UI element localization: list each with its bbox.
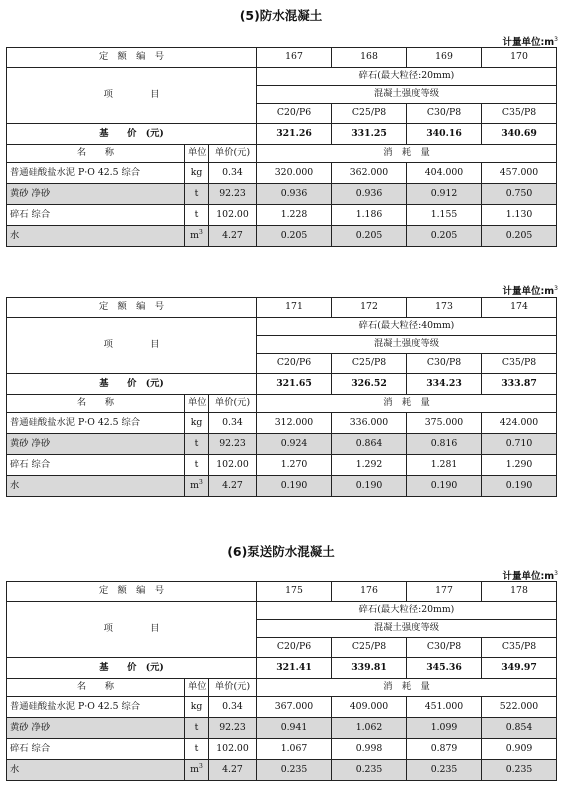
- base-price-value: 340.69: [482, 124, 557, 145]
- consumption-value: 1.270: [257, 455, 332, 476]
- strength-grade: C20/P6: [257, 354, 332, 374]
- material-row: [7, 226, 557, 247]
- unit-header: 单位: [185, 145, 209, 163]
- consumption-value: 0.909: [482, 739, 557, 760]
- consumption-value: 362.000: [332, 163, 407, 184]
- quota-code: 178: [482, 582, 557, 602]
- quota-code: 174: [482, 298, 557, 318]
- material-header-row: [7, 145, 557, 163]
- consumption-value: 1.290: [482, 455, 557, 476]
- base-price-value: 326.52: [332, 374, 407, 395]
- material-name: 碎石 综合: [7, 739, 185, 760]
- quota-table: [6, 47, 557, 247]
- consumption-value: 404.000: [407, 163, 482, 184]
- strength-grade: C20/P6: [257, 104, 332, 124]
- consumption-value: 1.130: [482, 205, 557, 226]
- material-row: [7, 434, 557, 455]
- material-name: 碎石 综合: [7, 205, 185, 226]
- base-price-value: 321.41: [257, 658, 332, 679]
- consumption-value: 0.205: [257, 226, 332, 247]
- consumption-value: 0.235: [332, 760, 407, 781]
- unit-superscript: 3: [199, 763, 203, 771]
- section-title: (6)泵送防水混凝土: [227, 544, 335, 559]
- consumption-value: 1.281: [407, 455, 482, 476]
- material-name: 水: [7, 760, 185, 781]
- unit-text: m: [190, 480, 199, 492]
- material-unit: [185, 760, 209, 781]
- material-name: 黄砂 净砂: [7, 718, 185, 739]
- quota-code: 173: [407, 298, 482, 318]
- consumption-value: 0.816: [407, 434, 482, 455]
- consumption-value: 0.190: [332, 476, 407, 497]
- material-unit: [185, 163, 209, 184]
- code-row: [7, 582, 557, 602]
- consumption-value: 375.000: [407, 413, 482, 434]
- base-price-value: 333.87: [482, 374, 557, 395]
- price-row: [7, 374, 557, 395]
- material-name: 黄砂 净砂: [7, 434, 185, 455]
- base-price-value: 334.23: [407, 374, 482, 395]
- quota-table: [6, 297, 557, 497]
- material-row: [7, 455, 557, 476]
- material-price: 102.00: [209, 455, 257, 476]
- item-label: 项 目: [7, 68, 257, 124]
- unit-header: 单位: [185, 395, 209, 413]
- unit-superscript: 3: [199, 479, 203, 487]
- unit-price-header: 单价(元): [209, 679, 257, 697]
- consumption-value: 0.912: [407, 184, 482, 205]
- consumption-value: 367.000: [257, 697, 332, 718]
- consumption-value: 424.000: [482, 413, 557, 434]
- consumption-value: 0.190: [257, 476, 332, 497]
- consumption-value: 1.186: [332, 205, 407, 226]
- material-row: [7, 413, 557, 434]
- item-label: 项 目: [7, 318, 257, 374]
- strength-grade: C35/P8: [482, 104, 557, 124]
- material-price: 4.27: [209, 760, 257, 781]
- material-unit: [185, 697, 209, 718]
- aggregate-spec: 碎石(最大粒径:20mm): [257, 602, 557, 620]
- consumption-value: 1.228: [257, 205, 332, 226]
- consumption-value: 457.000: [482, 163, 557, 184]
- consumption-value: 320.000: [257, 163, 332, 184]
- consumption-value: 451.000: [407, 697, 482, 718]
- material-unit: [185, 718, 209, 739]
- material-price: 102.00: [209, 205, 257, 226]
- consumption-value: 1.155: [407, 205, 482, 226]
- consumption-header: 消 耗 量: [257, 679, 557, 697]
- strength-grade: C25/P8: [332, 104, 407, 124]
- consumption-value: 0.941: [257, 718, 332, 739]
- material-unit: [185, 413, 209, 434]
- section-title: (5)防水混凝土: [239, 8, 323, 23]
- quota-code: 177: [407, 582, 482, 602]
- material-name: 水: [7, 476, 185, 497]
- unit-text: t: [194, 743, 199, 755]
- consumption-value: 0.205: [482, 226, 557, 247]
- consumption-value: 0.864: [332, 434, 407, 455]
- strength-grade: C25/P8: [332, 354, 407, 374]
- material-name: 水: [7, 226, 185, 247]
- material-price: 0.34: [209, 413, 257, 434]
- base-price-value: 339.81: [332, 658, 407, 679]
- material-header-row: [7, 395, 557, 413]
- unit-note: 计量单位$:m^3$: [502, 284, 558, 297]
- unit-note: 计量单位$:m^3$: [502, 35, 558, 48]
- base-price-value: 321.65: [257, 374, 332, 395]
- consumption-value: 0.710: [482, 434, 557, 455]
- consumption-value: 522.000: [482, 697, 557, 718]
- unit-price-header: 单价(元): [209, 395, 257, 413]
- consumption-value: 1.062: [332, 718, 407, 739]
- material-unit: [185, 226, 209, 247]
- name-header: 名 称: [7, 395, 185, 413]
- consumption-value: 0.205: [407, 226, 482, 247]
- consumption-value: 0.235: [407, 760, 482, 781]
- consumption-value: 0.235: [482, 760, 557, 781]
- strength-grade: C35/P8: [482, 638, 557, 658]
- material-row: [7, 718, 557, 739]
- quota-code: 169: [407, 48, 482, 68]
- consumption-value: 0.924: [257, 434, 332, 455]
- unit-text: t: [194, 459, 199, 471]
- price-row: [7, 658, 557, 679]
- name-header: 名 称: [7, 679, 185, 697]
- quota-code: 176: [332, 582, 407, 602]
- unit-note: 计量单位$:m^3$: [502, 569, 558, 582]
- material-price: 4.27: [209, 476, 257, 497]
- consumption-value: 1.292: [332, 455, 407, 476]
- unit-superscript: 3: [199, 229, 203, 237]
- strength-grade: C30/P8: [407, 638, 482, 658]
- consumption-value: 0.205: [332, 226, 407, 247]
- strength-grade: C30/P8: [407, 104, 482, 124]
- code-row: [7, 298, 557, 318]
- consumption-value: 0.998: [332, 739, 407, 760]
- consumption-header: 消 耗 量: [257, 395, 557, 413]
- material-row: [7, 739, 557, 760]
- material-unit: [185, 739, 209, 760]
- material-header-row: [7, 679, 557, 697]
- code-row: [7, 48, 557, 68]
- consumption-value: 1.099: [407, 718, 482, 739]
- aggregate-spec: 碎石(最大粒径:20mm): [257, 68, 557, 86]
- material-unit: [185, 434, 209, 455]
- material-unit: [185, 184, 209, 205]
- material-name: 普通硅酸盐水泥 P·O 42.5 综合: [7, 697, 185, 718]
- consumption-value: 0.750: [482, 184, 557, 205]
- material-unit: [185, 476, 209, 497]
- name-header: 名 称: [7, 145, 185, 163]
- strength-label: 混凝土强度等级: [257, 620, 557, 638]
- material-price: 92.23: [209, 184, 257, 205]
- base-price-value: 349.97: [482, 658, 557, 679]
- base-price-value: 331.25: [332, 124, 407, 145]
- base-price-label: 基 价 (元): [7, 124, 257, 145]
- unit-text: kg: [190, 417, 203, 429]
- strength-grade: C25/P8: [332, 638, 407, 658]
- item-label: 项 目: [7, 602, 257, 658]
- consumption-value: 0.936: [332, 184, 407, 205]
- consumption-value: 409.000: [332, 697, 407, 718]
- aggregate-row: [7, 318, 557, 336]
- quota-code: 172: [332, 298, 407, 318]
- material-row: [7, 476, 557, 497]
- strength-grade: C30/P8: [407, 354, 482, 374]
- price-row: [7, 124, 557, 145]
- consumption-value: 312.000: [257, 413, 332, 434]
- strength-grade: C20/P6: [257, 638, 332, 658]
- material-unit: [185, 455, 209, 476]
- strength-label: 混凝土强度等级: [257, 336, 557, 354]
- consumption-value: 0.190: [482, 476, 557, 497]
- material-price: 92.23: [209, 718, 257, 739]
- consumption-value: 0.235: [257, 760, 332, 781]
- quota-code-label: 定 额 编 号: [7, 298, 257, 318]
- quota-code: 175: [257, 582, 332, 602]
- quota-code: 170: [482, 48, 557, 68]
- consumption-value: 0.854: [482, 718, 557, 739]
- consumption-header: 消 耗 量: [257, 145, 557, 163]
- material-price: 4.27: [209, 226, 257, 247]
- quota-code: 168: [332, 48, 407, 68]
- quota-code-label: 定 额 编 号: [7, 48, 257, 68]
- material-price: 0.34: [209, 163, 257, 184]
- unit-text: t: [194, 438, 199, 450]
- material-row: [7, 205, 557, 226]
- consumption-value: 0.879: [407, 739, 482, 760]
- aggregate-spec: 碎石(最大粒径:40mm): [257, 318, 557, 336]
- quota-table: [6, 581, 557, 781]
- quota-code: 171: [257, 298, 332, 318]
- aggregate-row: [7, 68, 557, 86]
- unit-header: 单位: [185, 679, 209, 697]
- base-price-label: 基 价 (元): [7, 658, 257, 679]
- consumption-value: 1.067: [257, 739, 332, 760]
- material-name: 普通硅酸盐水泥 P·O 42.5 综合: [7, 163, 185, 184]
- base-price-value: 321.26: [257, 124, 332, 145]
- material-unit: [185, 205, 209, 226]
- consumption-value: 0.190: [407, 476, 482, 497]
- unit-text: kg: [190, 701, 203, 713]
- material-name: 黄砂 净砂: [7, 184, 185, 205]
- unit-text: t: [194, 209, 199, 221]
- material-name: 碎石 综合: [7, 455, 185, 476]
- unit-text: kg: [190, 167, 203, 179]
- material-price: 0.34: [209, 697, 257, 718]
- base-price-value: 340.16: [407, 124, 482, 145]
- unit-text: m: [190, 230, 199, 242]
- aggregate-row: [7, 602, 557, 620]
- quota-code: 167: [257, 48, 332, 68]
- strength-grade: C35/P8: [482, 354, 557, 374]
- base-price-label: 基 价 (元): [7, 374, 257, 395]
- unit-text: t: [194, 188, 199, 200]
- unit-price-header: 单价(元): [209, 145, 257, 163]
- consumption-value: 336.000: [332, 413, 407, 434]
- material-price: 92.23: [209, 434, 257, 455]
- material-price: 102.00: [209, 739, 257, 760]
- unit-text: t: [194, 722, 199, 734]
- consumption-value: 0.936: [257, 184, 332, 205]
- material-row: [7, 163, 557, 184]
- material-name: 普通硅酸盐水泥 P·O 42.5 综合: [7, 413, 185, 434]
- strength-label: 混凝土强度等级: [257, 86, 557, 104]
- quota-code-label: 定 额 编 号: [7, 582, 257, 602]
- material-row: [7, 697, 557, 718]
- material-row: [7, 184, 557, 205]
- base-price-value: 345.36: [407, 658, 482, 679]
- unit-text: m: [190, 764, 199, 776]
- material-row: [7, 760, 557, 781]
